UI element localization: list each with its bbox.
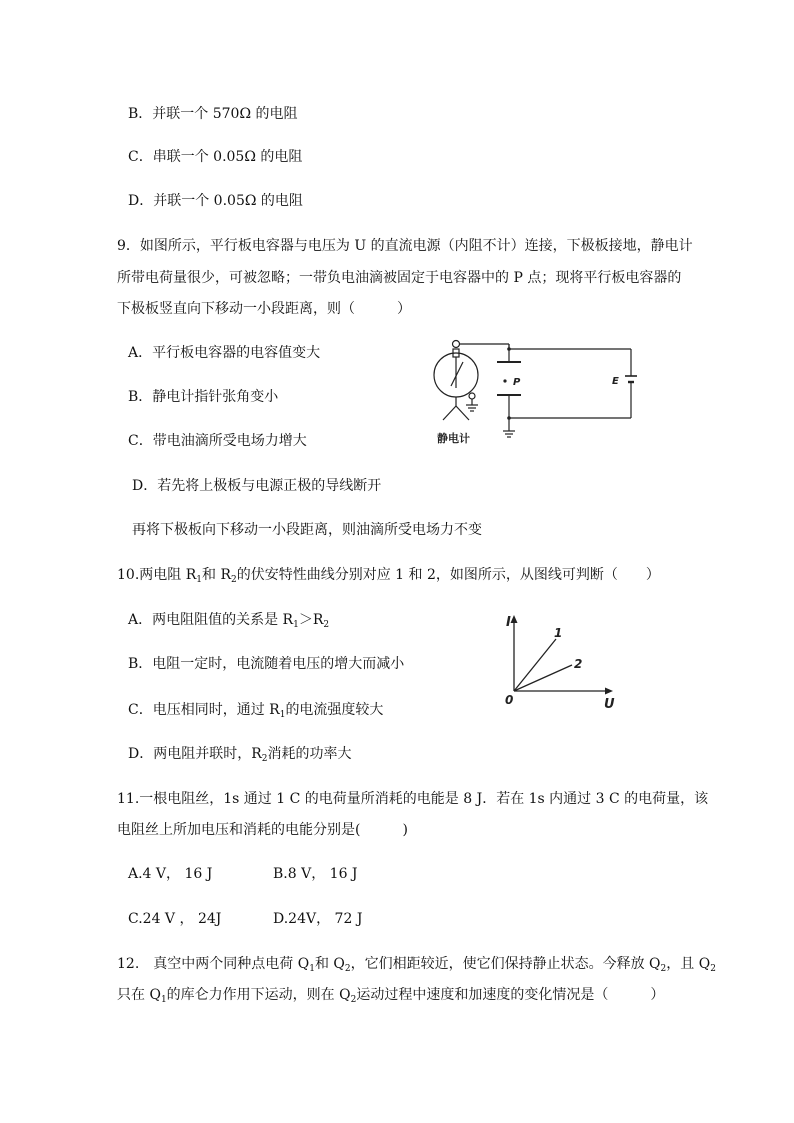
- electrometer-knob: [453, 341, 460, 348]
- q10-option-a-part2: ＞R: [298, 612, 324, 628]
- point-p-label: P: [513, 377, 521, 388]
- q10-option-c: [128, 700, 383, 720]
- q12-part-d: ，且 Q: [666, 956, 711, 972]
- electrometer-case-terminal: [469, 393, 475, 399]
- electrometer-leg-left: [443, 406, 456, 420]
- u-axis-arrow: [605, 688, 613, 695]
- capacitor-circuit-diagram: [425, 338, 640, 458]
- q10-option-d: [128, 744, 352, 764]
- subscript: 1: [309, 964, 315, 974]
- q11-option-a: A.4 V， 16 J: [128, 866, 213, 882]
- q9-option-b: B．静电计指针张角变小: [128, 389, 279, 405]
- subscript: 2: [231, 575, 237, 585]
- line-2: [514, 665, 572, 691]
- subscript: 1: [160, 995, 167, 1005]
- iu-graph-figure: [500, 612, 625, 712]
- subscript: 1: [293, 620, 299, 630]
- subscript: 1: [196, 575, 202, 585]
- q9-stem-line1: 9．如图所示，平行板电容器与电压为 U 的直流电源（内阻不计）连接，下极板接地，静电计: [117, 238, 693, 254]
- subscript: 2: [261, 754, 268, 764]
- i-axis-arrow: [511, 615, 518, 623]
- q10-option-d-part1: D．两电阻并联时，R: [128, 746, 262, 762]
- electrometer-needle: [451, 362, 463, 386]
- q10-option-a-part1: A．两电阻阻值的关系是 R: [128, 612, 294, 628]
- q8-option-d: D．并联一个 0.05Ω 的电阻: [128, 193, 303, 209]
- subscript: 2: [660, 964, 667, 974]
- q9-option-c: C．带电油滴所受电场力增大: [128, 433, 307, 449]
- q10-stem-part1: 10.两电阻 R: [117, 567, 197, 583]
- q10-option-b: B．电阻一定时，电流随着电压的增大而减小: [128, 656, 405, 672]
- q9-option-d: D．若先将上极板与电源正极的导线断开: [132, 478, 382, 494]
- q8-option-c: C．串联一个 0.05Ω 的电阻: [128, 149, 303, 165]
- q10-stem: [117, 565, 660, 585]
- q12-part-g: 运动过程中速度和加速度的变化情况是（ ）: [356, 987, 665, 1003]
- subscript: 1: [279, 710, 286, 720]
- q9-stem-line2: 所带电荷量很少，可被忽略；一带负电油滴被固定于电容器中的 P 点；现将平行板电容器的: [117, 270, 682, 286]
- q10-option-c-part2: 的电流强度较大: [285, 702, 384, 718]
- q10-stem-part2: 和 R: [202, 567, 231, 583]
- q8-option-b: B．并联一个 570Ω 的电阻: [128, 106, 298, 122]
- electrometer-leg-right: [456, 406, 469, 420]
- q12-part-a: 12. 真空中两个同种点电荷 Q: [117, 956, 310, 972]
- q11-option-b: B.8 V， 16 J: [273, 866, 358, 882]
- q10-stem-part3: 的伏安特性曲线分别对应 1 和 2，如图所示，从图线可判断（ ）: [236, 567, 660, 583]
- subscript: 2: [350, 995, 357, 1005]
- subscript: 2: [323, 620, 330, 630]
- iu-graph: [500, 612, 625, 712]
- electrometer-label: 静电计: [437, 432, 470, 445]
- origin-label: 0: [505, 693, 514, 707]
- q10-option-d-part2: 消耗的功率大: [267, 746, 352, 762]
- u-axis-label: U: [604, 697, 615, 712]
- q10-option-a: [128, 610, 329, 630]
- q11-option-c: C.24 V ， 24J: [128, 911, 222, 927]
- subscript: 2: [344, 964, 351, 974]
- q12-stem-line1: [117, 954, 716, 974]
- q11-option-d: D.24V， 72 J: [273, 911, 363, 927]
- q12-part-e: 只在 Q: [117, 987, 161, 1003]
- subscript: 2: [710, 964, 716, 974]
- line-2-label: 2: [574, 657, 583, 671]
- line-1-label: 1: [554, 626, 563, 640]
- q10-option-c-part1: C．电压相同时，通过 R: [128, 702, 280, 718]
- i-axis-label: I: [506, 615, 511, 630]
- q12-stem-line2: [117, 985, 664, 1005]
- q12-part-f: 的库仑力作用下运动，则在 Q: [166, 987, 351, 1003]
- q12-part-c: ，它们相距较近，使它们保持静止状态。今释放 Q: [350, 956, 661, 972]
- q9-option-d-continued: 再将下极板向下移动一小段距离，则油滴所受电场力不变: [132, 522, 482, 538]
- battery-e-label: E: [612, 376, 619, 387]
- q11-stem-line1: 11.一根电阻丝，1s 通过 1 C 的电荷量所消耗的电能是 8 J．若在 1s 内通过 3 C 的电荷量，该: [117, 791, 709, 807]
- q9-option-a: A．平行板电容器的电容值变大: [128, 345, 321, 361]
- oil-drop-point: [503, 379, 506, 382]
- q12-part-b: 和 Q: [314, 956, 345, 972]
- line-1: [514, 639, 556, 691]
- q9-stem-line3: 下极板竖直向下移动一小段距离，则（ ）: [117, 301, 411, 317]
- capacitor-circuit-figure: [425, 338, 640, 458]
- q11-stem-line2: 电阻丝上所加电压和消耗的电能分别是( ): [117, 822, 408, 838]
